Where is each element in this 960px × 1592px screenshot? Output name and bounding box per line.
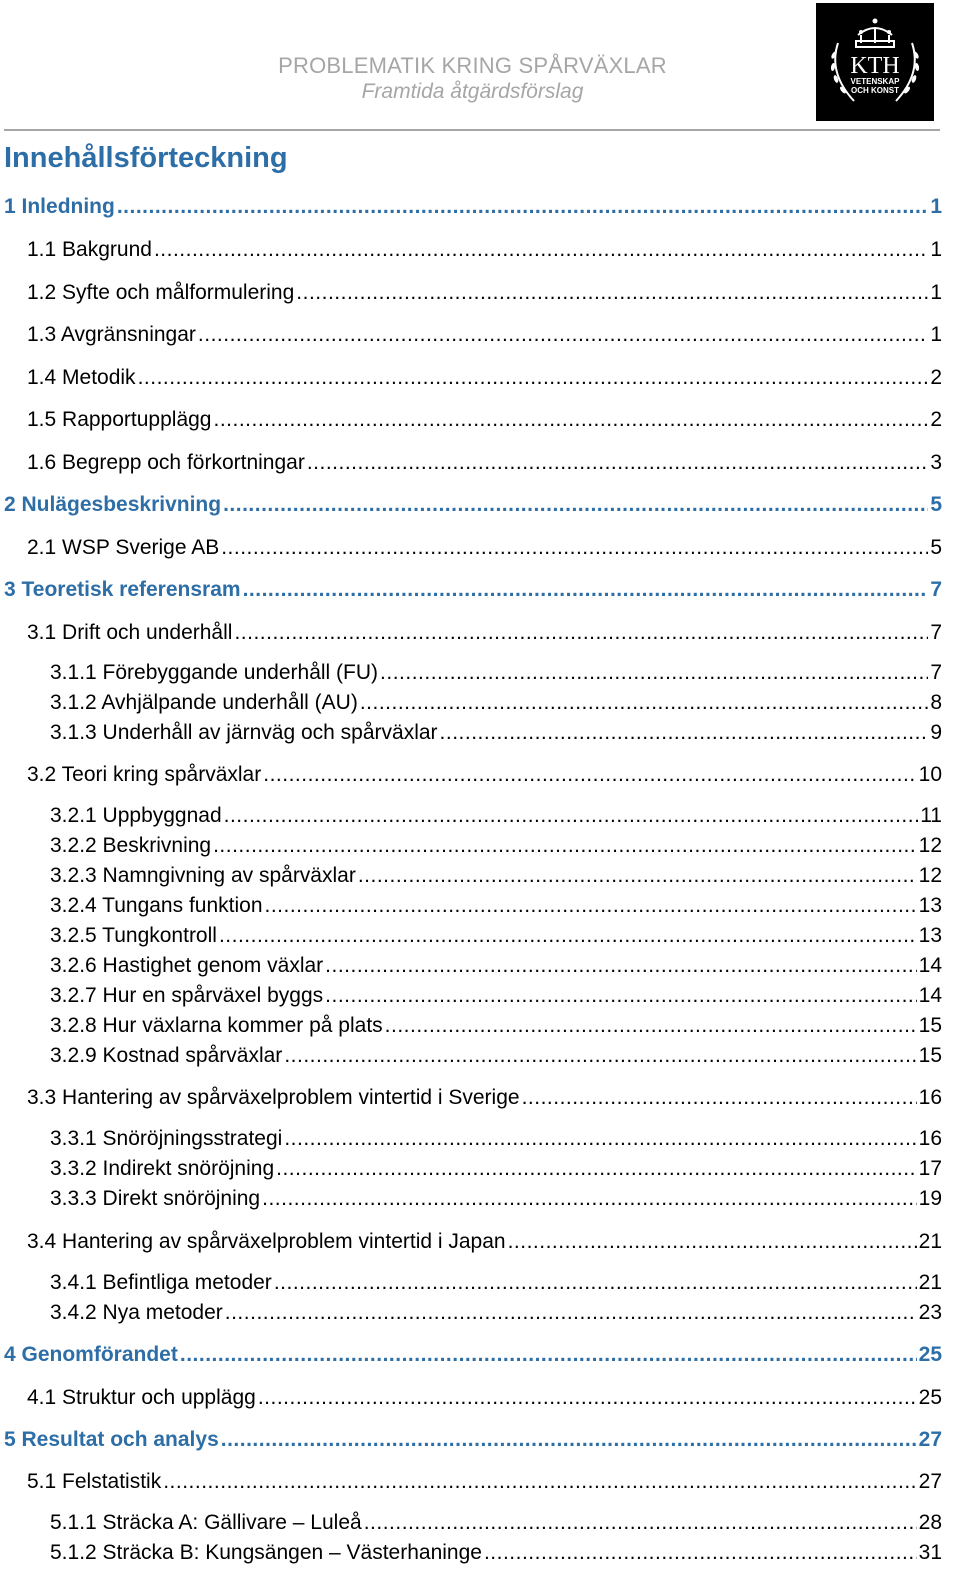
toc-dot-leader	[358, 864, 917, 888]
toc-entry[interactable]	[50, 954, 942, 978]
toc-entry-page: 15	[918, 1014, 942, 1037]
toc-entry-page: 2	[930, 366, 942, 389]
toc-entry[interactable]	[50, 1271, 942, 1295]
toc-entry-title: 4 Genomförandet	[4, 1343, 178, 1366]
toc-entry[interactable]	[4, 578, 942, 602]
toc-entry-page: 9	[930, 721, 942, 744]
toc-heading: Innehållsförteckning	[4, 142, 288, 174]
toc-dot-leader	[221, 1428, 917, 1452]
toc-entry-page: 25	[918, 1343, 942, 1366]
toc-entry-page: 7	[930, 661, 942, 684]
toc-entry-title: 3.2.2 Beskrivning	[50, 834, 212, 857]
toc-entry-title: 3 Teoretisk referensram	[4, 578, 241, 601]
toc-dot-leader	[138, 366, 929, 390]
toc-entry-page: 7	[930, 578, 942, 601]
toc-entry-title: 3.2.9 Kostnad spårväxlar	[50, 1044, 283, 1067]
toc-entry-title: 3.4 Hantering av spårväxelproblem vintertid i Japan	[27, 1230, 506, 1253]
toc-entry[interactable]	[50, 1127, 942, 1151]
toc-entry-page: 12	[918, 834, 942, 857]
toc-entry-page: 14	[918, 984, 942, 1007]
toc-dot-leader	[219, 924, 917, 948]
toc-entry-page: 13	[918, 894, 942, 917]
toc-entry-page: 21	[918, 1271, 942, 1294]
toc-entry-title: 3.2.7 Hur en spårväxel byggs	[50, 984, 324, 1007]
kth-logo	[816, 3, 934, 121]
toc-entry-title: 1.2 Syfte och målformulering	[27, 281, 295, 304]
toc-dot-leader	[258, 1386, 917, 1410]
toc-entry-page: 16	[918, 1127, 942, 1150]
toc-entry-title: 3.2.4 Tungans funktion	[50, 894, 263, 917]
logo-ochkonst-text: OCH KONST	[851, 86, 899, 95]
logo-vetenskap-text: VETENSKAP	[850, 77, 900, 86]
toc-entry-page: 28	[918, 1511, 942, 1534]
toc-dot-leader	[274, 1271, 917, 1295]
toc-dot-leader	[284, 1127, 916, 1151]
toc-entry[interactable]	[50, 721, 942, 745]
toc-entry[interactable]	[27, 1086, 942, 1110]
toc-entry-page: 1	[930, 195, 942, 218]
toc-entry[interactable]	[4, 195, 942, 219]
toc-entry-page: 17	[918, 1157, 942, 1180]
toc-entry[interactable]	[27, 238, 942, 262]
toc-entry-page: 5	[930, 493, 942, 516]
toc-entry[interactable]	[50, 1187, 942, 1211]
toc-dot-leader	[234, 621, 928, 645]
toc-entry[interactable]	[27, 536, 942, 560]
toc-entry-page: 27	[918, 1470, 942, 1493]
toc-entry-title: 2 Nulägesbeskrivning	[4, 493, 222, 516]
toc-entry-title: 3.1.1 Förebyggande underhåll (FU)	[50, 661, 379, 684]
toc-dot-leader	[360, 691, 928, 715]
toc-entry-title: 2.1 WSP Sverige AB	[27, 536, 220, 559]
toc-entry-title: 3.2.8 Hur växlarna kommer på plats	[50, 1014, 383, 1037]
toc-entry-title: 3.3 Hantering av spårväxelproblem vintertid i Sverige	[27, 1086, 520, 1109]
toc-entry-page: 10	[918, 763, 942, 786]
toc-entry[interactable]	[50, 894, 942, 918]
toc-dot-leader	[224, 804, 919, 828]
toc-dot-leader	[325, 984, 916, 1008]
toc-entry-title: 5 Resultat och analys	[4, 1428, 219, 1451]
toc-dot-leader	[364, 1511, 917, 1535]
toc-entry-title: 5.1.1 Sträcka A: Gällivare – Luleå	[50, 1511, 362, 1534]
toc-dot-leader	[225, 1301, 917, 1325]
toc-entry-title: 3.1.2 Avhjälpande underhåll (AU)	[50, 691, 358, 714]
toc-entry-title: 3.1.3 Underhåll av järnväg och spårväxlar	[50, 721, 438, 744]
toc-entry-title: 5.1 Felstatistik	[27, 1470, 162, 1493]
toc-entry-title: 1.3 Avgränsningar	[27, 323, 196, 346]
toc-entry[interactable]	[4, 493, 942, 517]
toc-entry[interactable]	[27, 621, 942, 645]
toc-entry-page: 3	[930, 451, 942, 474]
toc-dot-leader	[243, 578, 929, 602]
toc-entry[interactable]	[4, 1428, 942, 1452]
toc-entry-page: 5	[930, 536, 942, 559]
toc-entry-title: 3.3.1 Snöröjningsstrategi	[50, 1127, 283, 1150]
toc-dot-leader	[440, 721, 929, 745]
toc-dot-leader	[276, 1157, 917, 1181]
toc-entry-page: 7	[930, 621, 942, 644]
toc-entry-page: 11	[920, 804, 942, 827]
toc-entry-page: 12	[918, 864, 942, 887]
toc-dot-leader	[284, 1044, 916, 1068]
toc-dot-leader	[296, 281, 928, 305]
toc-entry-title: 3.3.2 Indirekt snöröjning	[50, 1157, 275, 1180]
toc-entry-title: 1.6 Begrepp och förkortningar	[27, 451, 305, 474]
toc-entry-title: 3.2.6 Hastighet genom växlar	[50, 954, 324, 977]
toc-entry[interactable]	[50, 1301, 942, 1325]
toc-entry-page: 1	[930, 281, 942, 304]
toc-entry-title: 1.5 Rapportupplägg	[27, 408, 212, 431]
toc-entry[interactable]	[50, 1157, 942, 1181]
toc-entry[interactable]	[27, 323, 942, 347]
toc-entry-page: 27	[918, 1428, 942, 1451]
toc-dot-leader	[213, 408, 928, 432]
toc-entry[interactable]	[50, 804, 942, 828]
toc-entry-title: 3.4.1 Befintliga metoder	[50, 1271, 272, 1294]
toc-entry[interactable]	[27, 763, 942, 787]
toc-entry-page: 19	[918, 1187, 942, 1210]
toc-entry[interactable]	[50, 1541, 942, 1565]
toc-dot-leader	[154, 238, 928, 262]
toc-entry[interactable]	[50, 984, 942, 1008]
toc-entry[interactable]	[27, 1470, 942, 1494]
toc-entry-title: 3.2.5 Tungkontroll	[50, 924, 217, 947]
toc-entry-title: 3.3.3 Direkt snöröjning	[50, 1187, 261, 1210]
toc-dot-leader	[265, 894, 917, 918]
toc-dot-leader	[508, 1230, 917, 1254]
toc-entry[interactable]	[27, 281, 942, 305]
toc-entry[interactable]	[27, 408, 942, 432]
toc-dot-leader	[198, 323, 928, 347]
toc-entry[interactable]	[4, 1343, 942, 1367]
toc-entry[interactable]	[50, 661, 942, 685]
toc-dot-leader	[263, 763, 916, 787]
toc-entry-page: 23	[918, 1301, 942, 1324]
header-divider	[4, 129, 940, 131]
toc-entry-title: 5.1.2 Sträcka B: Kungsängen – Västerhaninge	[50, 1541, 482, 1564]
document-header-subtitle: Framtida åtgärdsförslag	[361, 80, 584, 103]
toc-dot-leader	[262, 1187, 917, 1211]
logo-kth-text: KTH	[850, 53, 900, 79]
toc-entry-page: 15	[918, 1044, 942, 1067]
toc-entry-title: 1 Inledning	[4, 195, 115, 218]
toc-entry-page: 16	[918, 1086, 942, 1109]
toc-entry-page: 8	[930, 691, 942, 714]
toc-entry[interactable]	[50, 1044, 942, 1068]
toc-entry-title: 3.4.2 Nya metoder	[50, 1301, 223, 1324]
toc-entry[interactable]	[50, 924, 942, 948]
toc-entry-page: 13	[918, 924, 942, 947]
toc-dot-leader	[213, 834, 917, 858]
toc-dot-leader	[484, 1541, 917, 1565]
toc-entry-title: 3.2.3 Namngivning av spårväxlar	[50, 864, 356, 887]
toc-entry-title: 4.1 Struktur och upplägg	[27, 1386, 256, 1409]
toc-dot-leader	[380, 661, 928, 685]
toc-entry-title: 3.1 Drift och underhåll	[27, 621, 233, 644]
toc-dot-leader	[117, 195, 928, 219]
toc-entry[interactable]	[50, 691, 942, 715]
toc-dot-leader	[385, 1014, 917, 1038]
toc-entry[interactable]	[50, 1014, 942, 1038]
toc-entry-title: 3.2 Teori kring spårväxlar	[27, 763, 262, 786]
toc-entry[interactable]	[50, 864, 942, 888]
toc-entry-title: 1.4 Metodik	[27, 366, 136, 389]
toc-entry[interactable]	[50, 1511, 942, 1535]
toc-entry-page: 2	[930, 408, 942, 431]
document-header-title: PROBLEMATIK KRING SPÅRVÄXLAR	[278, 53, 667, 78]
toc-entry-page: 14	[918, 954, 942, 977]
toc-entry-page: 25	[918, 1386, 942, 1409]
toc-entry[interactable]	[27, 366, 942, 390]
toc-dot-leader	[307, 451, 928, 475]
toc-dot-leader	[163, 1470, 916, 1494]
toc-entry-page: 1	[930, 323, 942, 346]
toc-entry[interactable]	[27, 1230, 942, 1254]
toc-dot-leader	[325, 954, 916, 978]
toc-dot-leader	[223, 493, 928, 517]
toc-entry[interactable]	[27, 451, 942, 475]
toc-entry-page: 1	[930, 238, 942, 261]
toc-entry[interactable]	[27, 1386, 942, 1410]
toc-entry-title: 3.2.1 Uppbyggnad	[50, 804, 222, 827]
toc-entry-title: 1.1 Bakgrund	[27, 238, 152, 261]
toc-dot-leader	[221, 536, 928, 560]
kth-crown-icon	[816, 3, 934, 121]
toc-dot-leader	[180, 1343, 917, 1367]
toc-entry[interactable]	[50, 834, 942, 858]
toc-entry-page: 31	[918, 1541, 942, 1564]
toc-dot-leader	[522, 1086, 917, 1110]
toc-entry-page: 21	[918, 1230, 942, 1253]
